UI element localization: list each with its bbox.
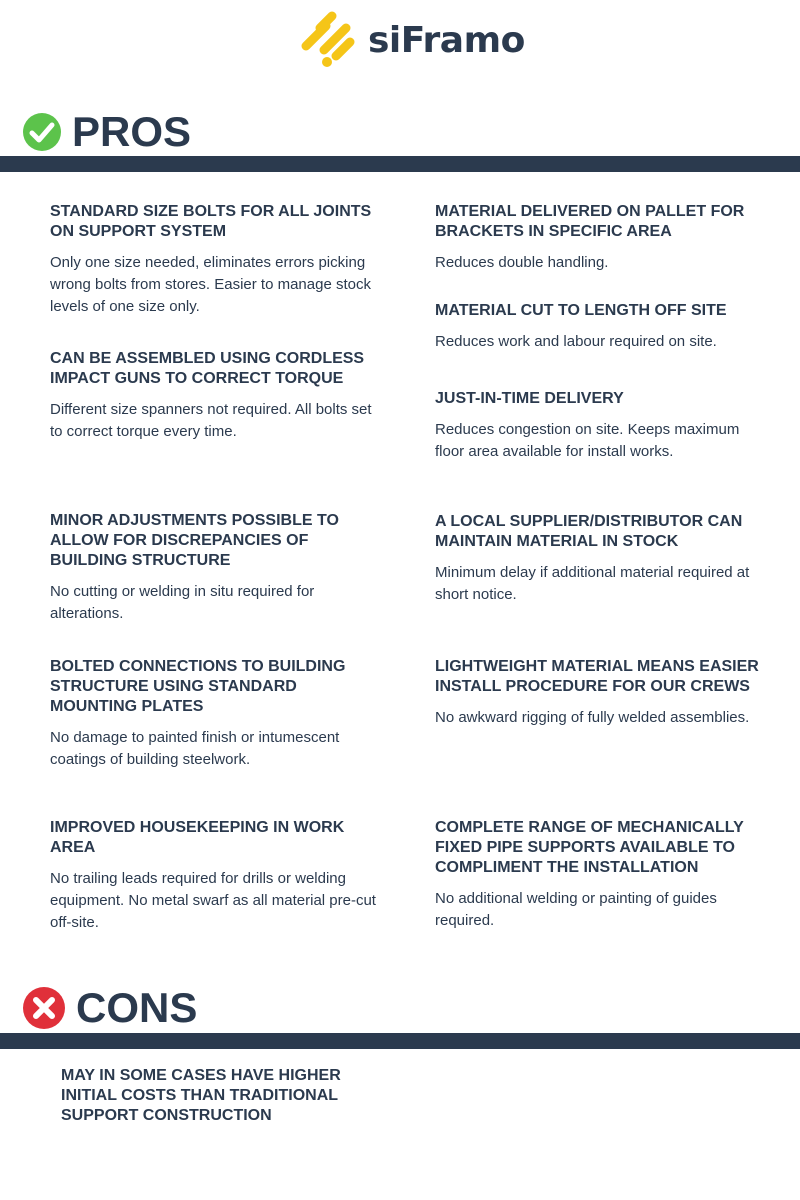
con-heading: MAY IN SOME CASES HAVE HIGHER INITIAL COSTS THAN TRADITIONAL SUPPORT CONSTRUCTION <box>61 1067 341 1124</box>
pro-heading: JUST-IN-TIME DELIVERY <box>435 390 624 407</box>
pro-body: Reduces work and labour required on site. <box>435 333 717 350</box>
pro-heading: MATERIAL CUT TO LENGTH OFF SITE <box>435 302 727 319</box>
pro-body: No additional welding or painting of guides required. <box>435 890 717 929</box>
pro-heading: COMPLETE RANGE OF MECHANICALLY FIXED PIPE SUPPORTS AVAILABLE TO COMPLIMENT THE INSTALLATION <box>435 819 744 876</box>
pro-item <box>435 657 765 729</box>
pro-heading: BOLTED CONNECTIONS TO BUILDING STRUCTURE USING STANDARD MOUNTING PLATES <box>50 658 346 715</box>
pro-item <box>50 818 380 934</box>
pro-heading: CAN BE ASSEMBLED USING CORDLESS IMPACT GUNS TO CORRECT TORQUE <box>50 350 365 387</box>
pro-body: Reduces double handling. <box>435 254 609 271</box>
pros-header <box>22 108 191 156</box>
siframo-logo-icon <box>296 10 358 70</box>
pro-item <box>435 202 765 274</box>
pro-body: No awkward rigging of fully welded assemblies. <box>435 709 750 726</box>
pro-item <box>50 657 380 771</box>
cons-title: CONS <box>76 984 198 1031</box>
pro-body: No damage to painted finish or intumescent coatings of building steelwork. <box>50 729 340 768</box>
cons-header <box>22 984 197 1032</box>
pro-body: Only one size needed, eliminates errors picking wrong bolts from stores. Easier to manage stock levels of one size only. <box>50 254 371 315</box>
pros-title: PROS <box>72 108 192 155</box>
pro-heading: IMPROVED HOUSEKEEPING IN WORK AREA <box>50 819 345 856</box>
pros-divider-band <box>0 156 800 172</box>
check-circle-icon <box>22 112 62 152</box>
cons-divider-band <box>0 1033 800 1049</box>
pro-item <box>435 301 765 353</box>
pro-item <box>50 349 380 443</box>
x-circle-icon <box>22 986 66 1030</box>
brand-name: siFramo <box>368 19 525 61</box>
pro-item <box>435 818 765 932</box>
pro-item <box>435 512 765 606</box>
con-item <box>61 1066 381 1126</box>
pro-heading: A LOCAL SUPPLIER/DISTRIBUTOR CAN MAINTAIN MATERIAL IN STOCK <box>435 513 743 550</box>
pro-body: Minimum delay if additional material required at short notice. <box>435 564 750 603</box>
pro-body: No trailing leads required for drills or welding equipment. No metal swarf as all material pre-cut off-site. <box>50 870 376 931</box>
pro-item <box>50 511 380 625</box>
pro-body: Reduces congestion on site. Keeps maximum floor area available for install works. <box>435 421 740 460</box>
pro-heading: LIGHTWEIGHT MATERIAL MEANS EASIER INSTALL PROCEDURE FOR OUR CREWS <box>435 658 759 695</box>
pro-heading: STANDARD SIZE BOLTS FOR ALL JOINTS ON SUPPORT SYSTEM <box>50 203 372 240</box>
pro-heading: MINOR ADJUSTMENTS POSSIBLE TO ALLOW FOR DISCREPANCIES OF BUILDING STRUCTURE <box>50 512 339 569</box>
pro-heading: MATERIAL DELIVERED ON PALLET FOR BRACKETS IN SPECIFIC AREA <box>435 203 745 240</box>
brand-logo <box>296 10 525 70</box>
pro-body: Different size spanners not required. All bolts set to correct torque every time. <box>50 401 372 440</box>
pro-item <box>435 389 765 463</box>
pro-item <box>50 202 380 318</box>
pro-body: No cutting or welding in situ required for alterations. <box>50 583 315 622</box>
